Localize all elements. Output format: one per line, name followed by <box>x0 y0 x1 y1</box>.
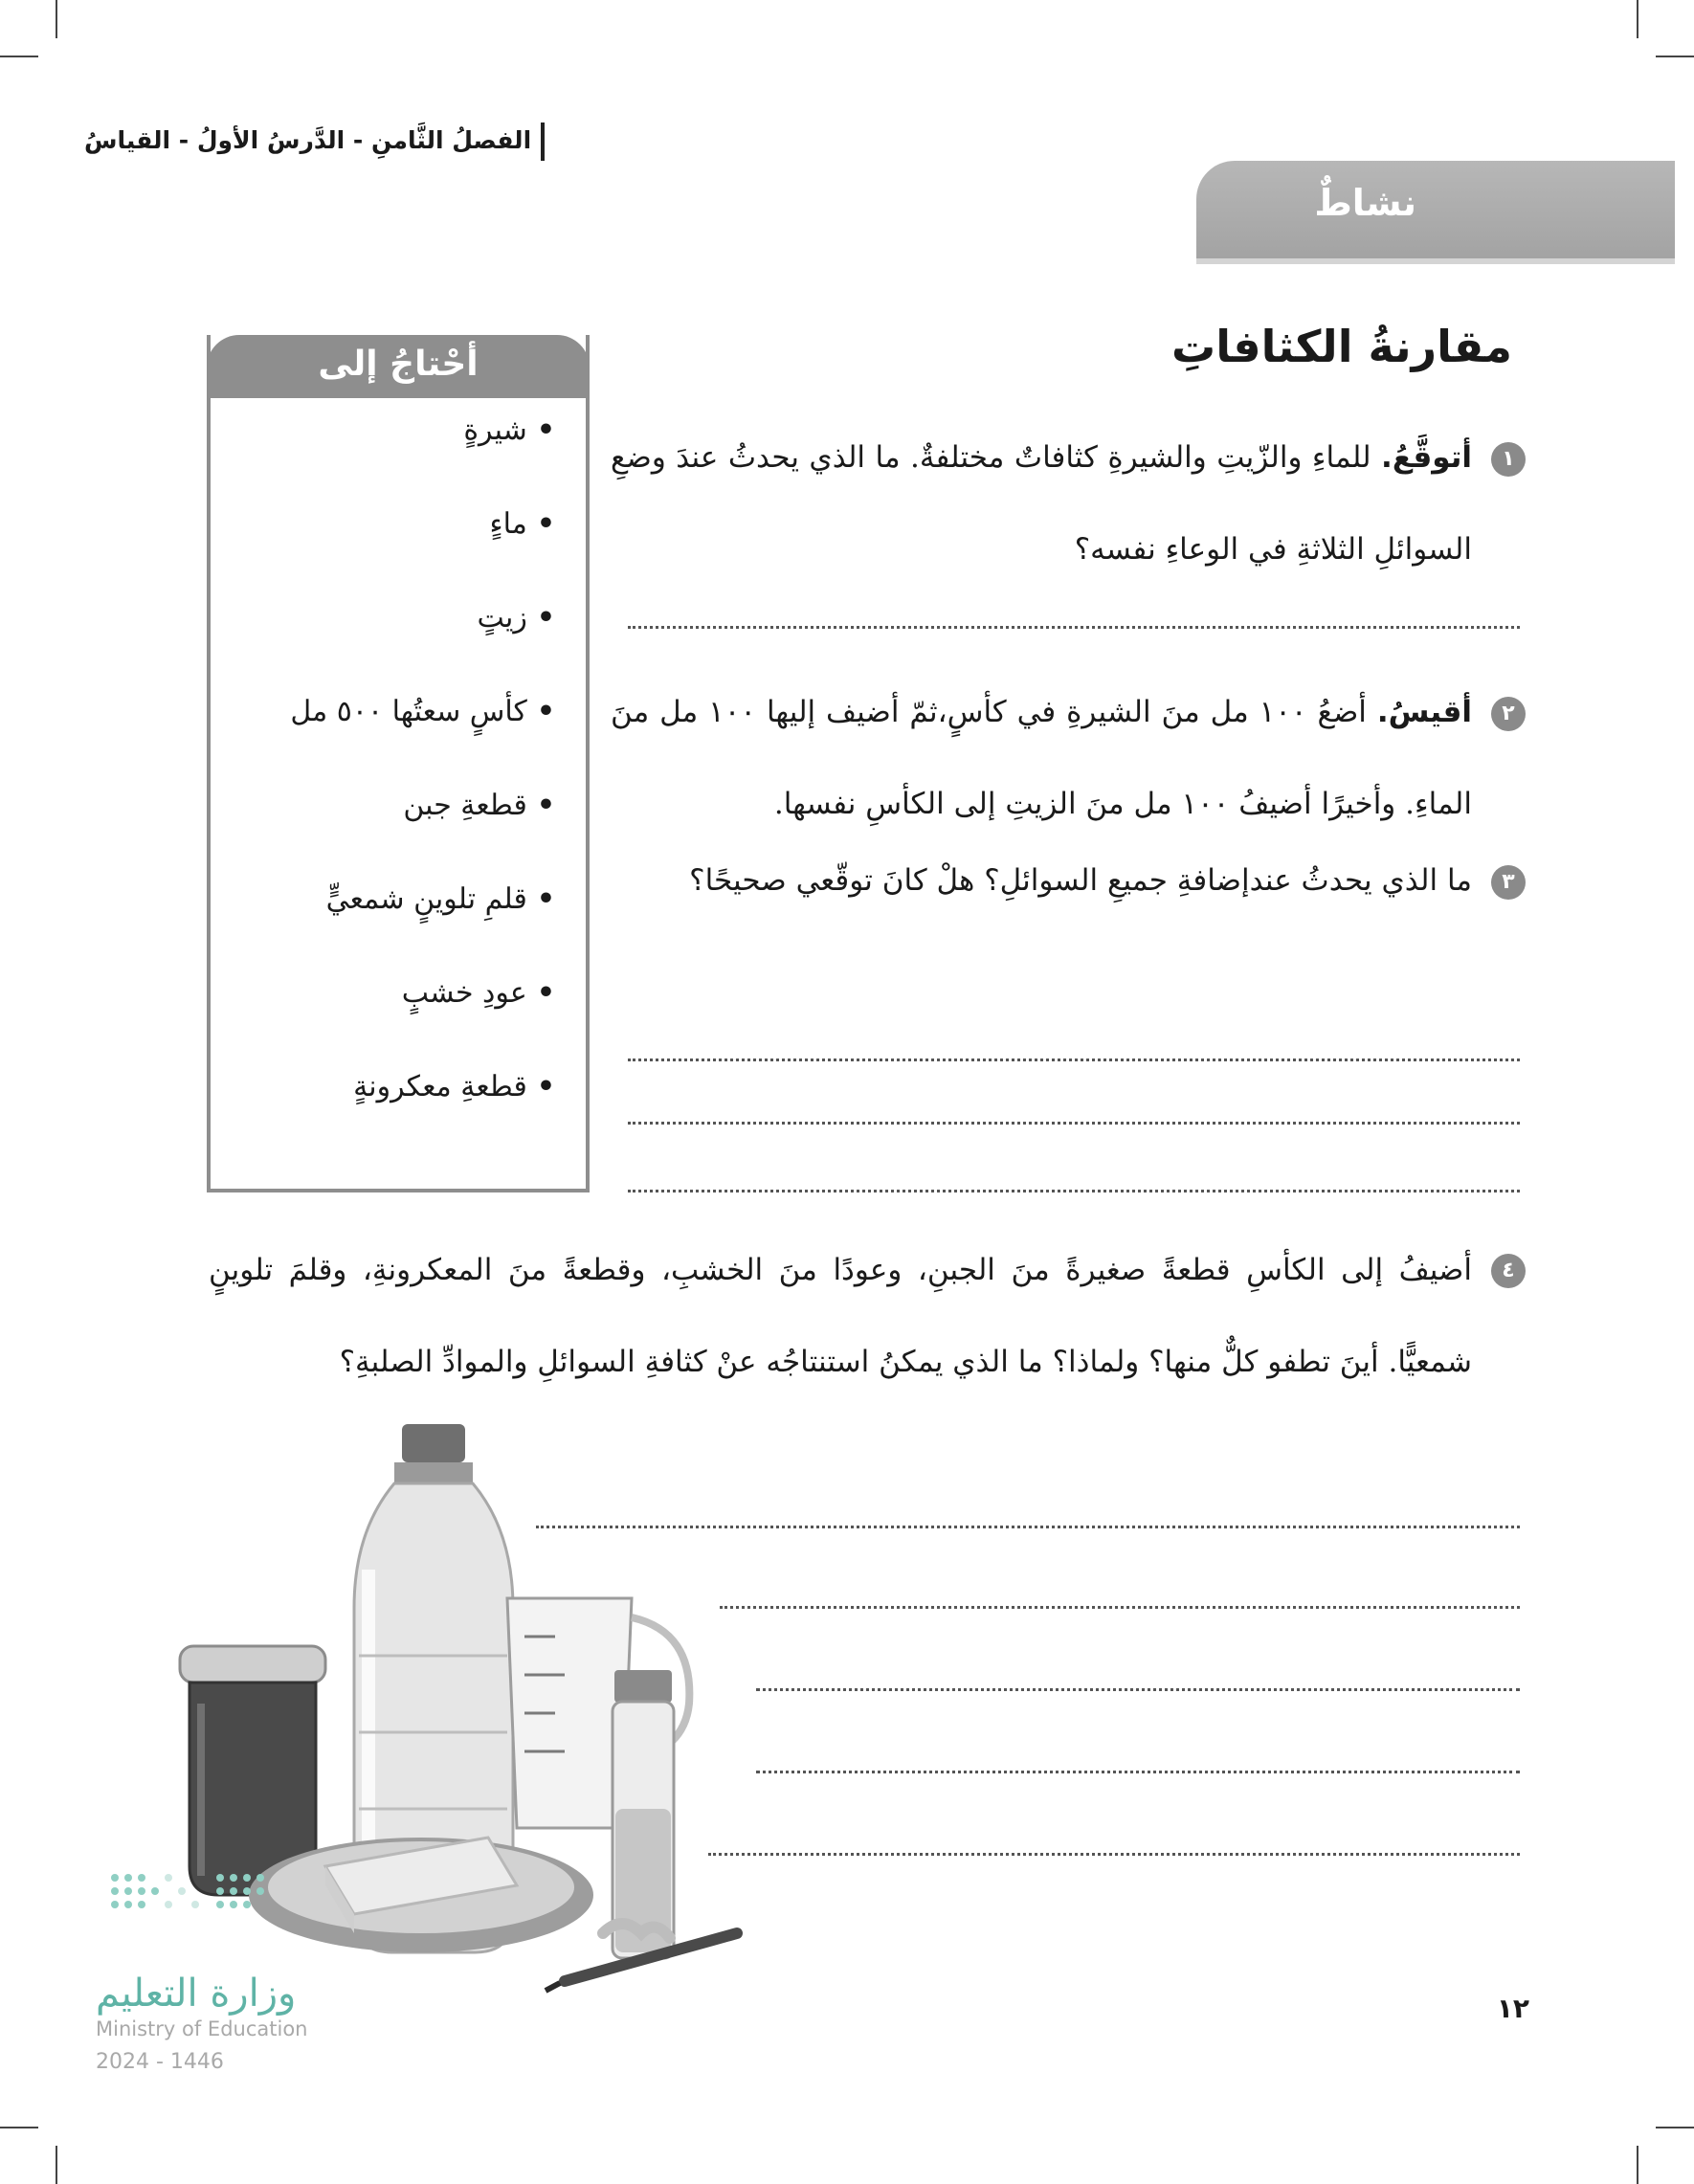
answer-line[interactable] <box>628 1122 1520 1125</box>
question-number: ١ <box>1491 442 1526 477</box>
question-text <box>611 835 1472 926</box>
answer-line[interactable] <box>628 1190 1520 1192</box>
answer-line[interactable] <box>628 626 1520 629</box>
ministry-name-english: Ministry of Education <box>96 2017 308 2040</box>
crop-mark <box>0 2127 38 2128</box>
question-number: ٣ <box>1491 865 1526 900</box>
question-number: ٢ <box>1491 697 1526 731</box>
activity-tab-label: نشاطٌ <box>1314 182 1416 224</box>
crop-mark <box>56 2146 57 2184</box>
edition-year: 2024 - 1446 <box>96 2050 224 2074</box>
crop-mark <box>0 56 38 57</box>
question-text <box>209 1224 1472 1408</box>
list-item: • شيرةٍ <box>211 407 555 501</box>
crop-mark <box>1656 2127 1694 2128</box>
list-item: • عودِ خشبٍ <box>211 969 555 1063</box>
list-item: • زيتٍ <box>211 594 555 688</box>
page-title: مقارنةُ الكثافاتِ <box>1171 321 1512 372</box>
question-body: للماءِ والزّيتِ والشيرةِ كثافاتٌ مختلفةٌ. ما الذي يحدثُ عندَ وضعِ السوائلِ الثلاثةِ في الوعاءِ نفسه؟ <box>611 440 1472 567</box>
answer-line[interactable] <box>628 1059 1520 1061</box>
question-text <box>611 412 1472 595</box>
answer-line[interactable] <box>708 1853 1520 1856</box>
activity-tab <box>1196 161 1675 258</box>
crop-mark <box>56 0 57 38</box>
need-box-heading: أحْتاجُ إلى <box>318 345 479 384</box>
list-item: • كأسٍ سعتُها ٥٠٠ مل <box>211 688 555 782</box>
crop-mark <box>1637 2146 1638 2184</box>
list-item: • قطعةِ معكرونةٍ <box>211 1063 555 1157</box>
question-number: ٤ <box>1491 1254 1526 1288</box>
question-text <box>611 666 1472 850</box>
crop-mark <box>1637 0 1638 38</box>
chapter-header <box>84 123 678 161</box>
question-label: أقيسُ. <box>1376 695 1473 729</box>
page-number: ١٢ <box>1496 1993 1529 2024</box>
list-item: • ماءٍ <box>211 501 555 594</box>
question-label: أتوقَّعُ. <box>1381 440 1472 475</box>
crop-mark <box>1656 56 1694 57</box>
ministry-name-arabic: وزارة التعليم <box>96 1972 297 2016</box>
answer-line[interactable] <box>720 1606 1520 1609</box>
oil-vial-icon <box>613 1670 674 1958</box>
question-body: أضعُ ١٠٠ مل منَ الشيرةِ في كأسٍ،ثمّ أضيف إليها ١٠٠ مل منَ الماءِ. وأخيرًا أضيفُ ١٠٠ مل منَ الزيتِ إلى الكأسِ نفسها. <box>611 695 1472 821</box>
answer-line[interactable] <box>756 1688 1520 1691</box>
list-item: • قطعةِ جبن <box>211 782 555 876</box>
question-body: ما الذي يحدثُ عندإضافةِ جميعِ السوائلِ؟ هلْ كانَ توقّعي صحيحًا؟ <box>689 863 1472 898</box>
answer-line[interactable] <box>756 1771 1520 1773</box>
question-body: أضيفُ إلى الكأسِ قطعةً صغيرةً منَ الجبنِ، وعودًا منَ الخشبِ، وقطعةً منَ المعكرونةِ، وقلمَ تلوينٍ شمعيًّا. أينَ تطفو كلٌّ منها؟ ولماذا؟ ما الذي يمكنُ استنتاجُه عنْ كثافةِ السوائلِ والموادِّ الصلبةِ؟ <box>209 1253 1472 1379</box>
list-item: • قلمِ تلوينٍ شمعيٍّ <box>211 876 555 969</box>
header-divider <box>541 123 545 161</box>
chapter-lesson-title: الفصلُ الثَّامنِ - الدَّرسُ الأولُ - القياسُ <box>84 126 532 154</box>
materials-list <box>211 407 555 1157</box>
